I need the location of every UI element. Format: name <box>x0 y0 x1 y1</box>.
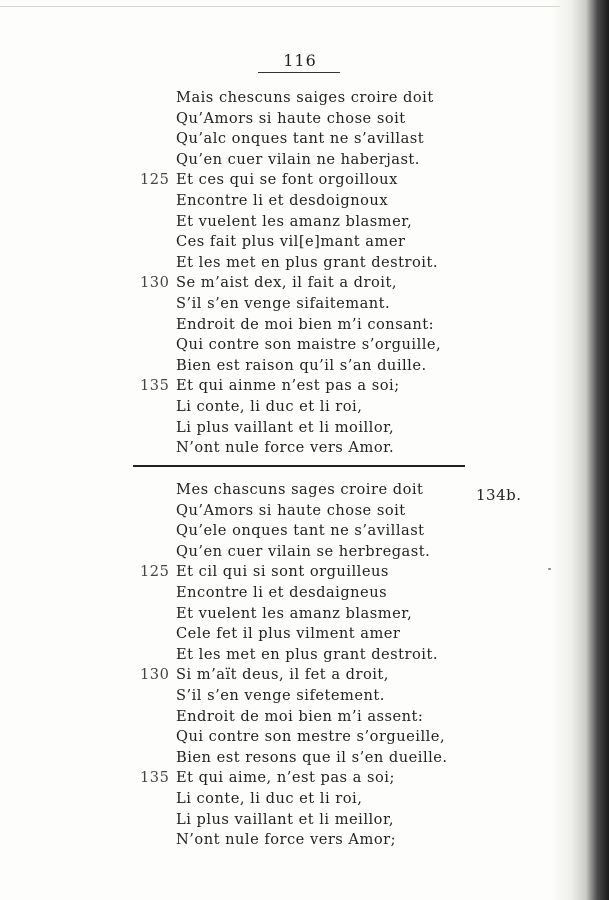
verse-line <box>140 665 470 686</box>
page-number-underline <box>258 72 340 73</box>
verse-line <box>140 789 470 810</box>
verse-text: Qu’ele onques tant ne s’avillast <box>176 522 425 540</box>
verse-line <box>140 232 470 253</box>
verse-text: Qu’Amors si haute chose soit <box>176 501 406 519</box>
verse-line <box>140 376 470 397</box>
page-number: 116 <box>283 51 317 70</box>
verse-text: Qu’alc onques tant ne s’avillast <box>176 130 425 148</box>
verse-line <box>140 356 470 377</box>
verse-text: Mais chescuns saiges croire doit <box>176 89 434 106</box>
verse-line <box>140 212 470 233</box>
verse-line <box>140 604 470 625</box>
verse-text: Cele fet il plus vilment amer <box>176 625 401 643</box>
line-number: 135 <box>140 377 170 395</box>
verse-line <box>140 480 470 501</box>
verse-line <box>140 562 470 583</box>
verse-line <box>140 88 470 109</box>
verse-text: Se m’aist dex, il fait a droit, <box>176 274 397 292</box>
verse-line <box>140 150 470 171</box>
verse-line <box>140 501 470 522</box>
verse-text: Et qui aime, n’est pas a soi; <box>176 769 395 787</box>
verse-line <box>140 129 470 150</box>
verse-line <box>140 109 470 130</box>
verse-line <box>140 686 470 707</box>
verse-text: Li conte, li duc et li roi, <box>176 397 363 415</box>
line-number: 125 <box>140 171 170 189</box>
verse-text: Qu’en cuer vilain se herbregast. <box>176 542 431 560</box>
verse-text: Et cil qui si sont orguilleus <box>176 563 389 581</box>
verse-line <box>140 397 470 418</box>
verse-text: Bien est resons que il s’en dueille. <box>176 748 448 766</box>
verse-line <box>140 645 470 666</box>
verse-line <box>140 810 470 831</box>
verse-line <box>140 418 470 439</box>
verse-text: Et qui ainme n’est pas a soi; <box>176 377 400 395</box>
verse-text: S’il s’en venge sifaitemant. <box>176 294 391 312</box>
verse-text: Endroit de moi bien m’i consant: <box>176 315 435 333</box>
paper-speck <box>548 568 551 570</box>
verse-text: Et ces qui se font orgoilloux <box>176 171 398 189</box>
verse-text: Si m’aït deus, il fet a droit, <box>176 666 389 684</box>
verse-line <box>140 624 470 645</box>
top-edge-line <box>0 6 560 7</box>
verse-line <box>140 830 470 851</box>
verse-text: Et les met en plus grant destroit. <box>176 645 438 663</box>
verse-text: Et vuelent les amanz blasmer, <box>176 212 413 230</box>
verse-text: N’ont nule force vers Amor. <box>176 439 395 457</box>
verse-block-second-version <box>140 480 470 851</box>
line-number: 125 <box>140 563 170 581</box>
verse-text: Qu’Amors si haute chose soit <box>176 109 406 127</box>
verse-text: Et vuelent les amanz blasmer, <box>176 604 413 622</box>
verse-line <box>140 583 470 604</box>
verse-text: N’ont nule force vers Amor; <box>176 831 396 849</box>
verse-text: Qui contre son maistre s’orguille, <box>176 336 442 354</box>
verse-line <box>140 335 470 356</box>
verse-line <box>140 191 470 212</box>
verse-text: Encontre li et desdaigneus <box>176 583 388 601</box>
verse-text: Mes chascuns sages croire doit <box>176 481 424 498</box>
verse-line <box>140 542 470 563</box>
line-number: 130 <box>140 666 170 684</box>
folio-margin-note: 134b. <box>476 486 522 504</box>
verse-line <box>140 768 470 789</box>
verse-line <box>140 315 470 336</box>
verse-line <box>140 748 470 769</box>
version-divider-rule <box>133 465 465 467</box>
verse-text: Ces fait plus vil[e]mant amer <box>176 233 406 251</box>
verse-text: Endroit de moi bien m’i assent: <box>176 707 424 725</box>
verse-text: Encontre li et desdoignoux <box>176 191 389 209</box>
verse-line <box>140 294 470 315</box>
verse-block-first-version <box>140 88 470 459</box>
verse-text: Li plus vaillant et li moillor, <box>176 418 395 436</box>
verse-line <box>140 521 470 542</box>
line-number: 135 <box>140 769 170 787</box>
verse-text: S’il s’en venge sifetement. <box>176 686 385 704</box>
verse-line <box>140 707 470 728</box>
line-number: 130 <box>140 274 170 292</box>
verse-text: Qu’en cuer vilain ne haberjast. <box>176 150 420 168</box>
verse-line <box>140 438 470 459</box>
verse-line <box>140 253 470 274</box>
verse-line <box>140 170 470 191</box>
book-binding-shadow <box>551 0 609 900</box>
verse-text: Li plus vaillant et li meillor, <box>176 810 394 828</box>
verse-line <box>140 727 470 748</box>
verse-text: Bien est raison qu’il s’an duille. <box>176 356 427 374</box>
verse-line <box>140 273 470 294</box>
verse-text: Li conte, li duc et li roi, <box>176 789 363 807</box>
verse-text: Et les met en plus grant destroit. <box>176 253 438 271</box>
verse-text: Qui contre son mestre s’orgueille, <box>176 728 446 746</box>
